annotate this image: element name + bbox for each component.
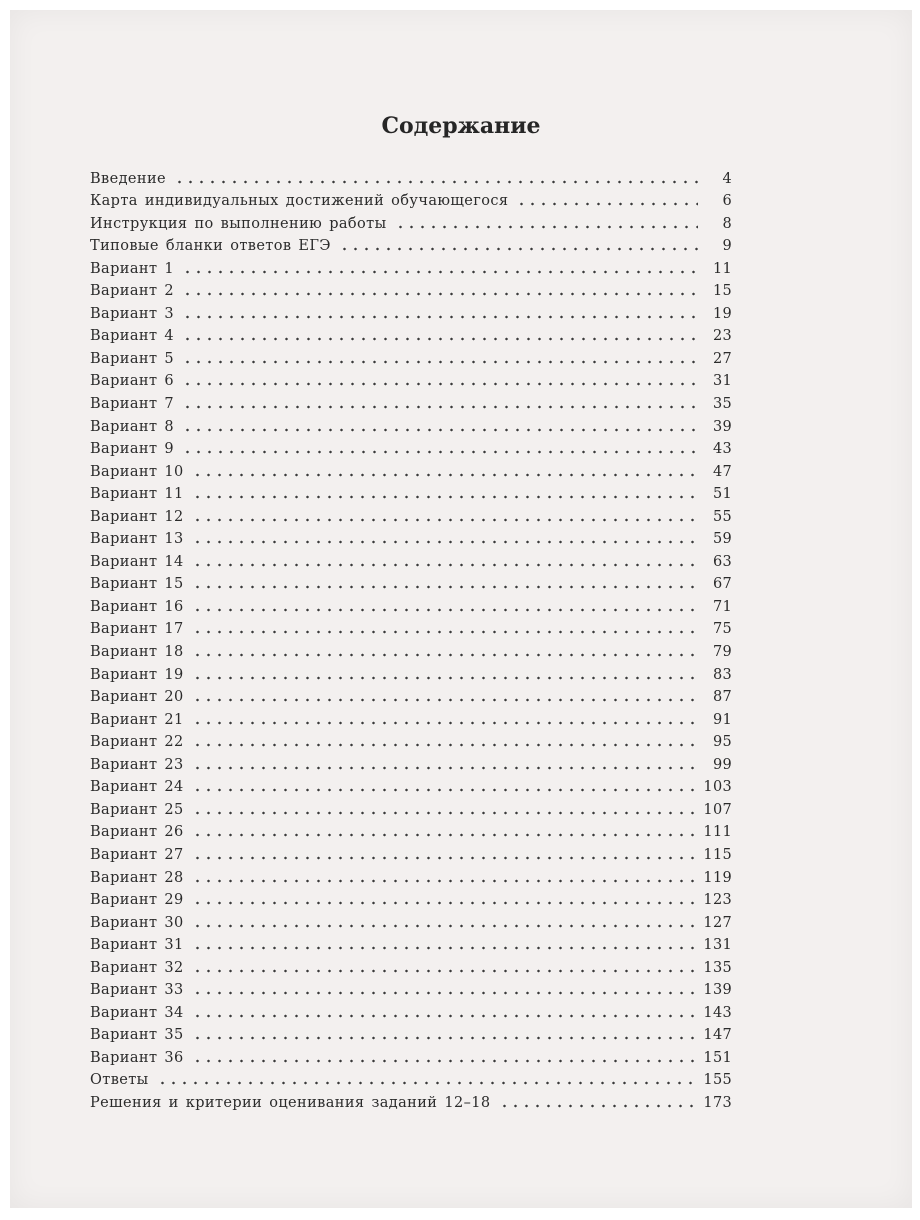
toc-entry <box>90 706 732 729</box>
toc-entry-label: Вариант 35 <box>90 1027 184 1044</box>
toc-entry <box>90 390 732 413</box>
toc-entry-page-number: 95 <box>712 734 732 751</box>
toc-entry <box>90 548 732 571</box>
table-of-contents <box>90 165 732 1112</box>
dot-leader <box>182 315 698 319</box>
dot-leader <box>192 924 698 928</box>
toc-entry-page-number: 9 <box>722 238 732 255</box>
dot-leader <box>192 585 698 589</box>
toc-entry-label: Вариант 27 <box>90 846 184 863</box>
toc-entry <box>90 233 732 256</box>
toc-entry-label: Вариант 30 <box>90 914 184 931</box>
toc-entry-page-number: 19 <box>712 305 732 322</box>
dot-leader <box>192 721 698 725</box>
toc-entry <box>90 1022 732 1045</box>
toc-entry-page-number: 173 <box>703 1094 732 1111</box>
toc-entry-page-number: 11 <box>712 260 732 277</box>
toc-entry-label: Вариант 33 <box>90 982 184 999</box>
dot-leader <box>182 270 698 274</box>
dot-leader <box>192 563 698 567</box>
dot-leader <box>192 608 698 612</box>
toc-entry-page-number: 87 <box>712 689 732 706</box>
toc-entry-page-number: 127 <box>703 914 732 931</box>
toc-entry-label: Решения и критерии оценивания заданий 12–18 <box>90 1094 491 1111</box>
toc-entry <box>90 729 732 752</box>
dot-leader <box>192 991 698 995</box>
toc-entry <box>90 571 732 594</box>
toc-entry-label: Введение <box>90 170 167 187</box>
toc-entry <box>90 1067 732 1090</box>
toc-entry <box>90 999 732 1022</box>
dot-leader <box>192 518 698 522</box>
toc-entry-label: Вариант 17 <box>90 621 184 638</box>
toc-entry-label: Вариант 10 <box>90 463 184 480</box>
toc-entry-label: Вариант 36 <box>90 1049 184 1066</box>
toc-entry-label: Вариант 25 <box>90 801 184 818</box>
toc-entry <box>90 638 732 661</box>
dot-leader <box>192 743 698 747</box>
toc-entry <box>90 255 732 278</box>
dot-leader <box>192 901 698 905</box>
dot-leader <box>192 833 698 837</box>
dot-leader <box>192 698 698 702</box>
toc-entry-label: Вариант 32 <box>90 959 184 976</box>
toc-entry-label: Вариант 34 <box>90 1004 184 1021</box>
dot-leader <box>395 225 698 229</box>
toc-entry-label: Вариант 24 <box>90 779 184 796</box>
toc-entry-label: Вариант 6 <box>90 373 175 390</box>
toc-entry-page-number: 123 <box>703 892 732 909</box>
dot-leader <box>192 969 698 973</box>
toc-entry-page-number: 15 <box>712 283 732 300</box>
toc-entry-label: Вариант 26 <box>90 824 184 841</box>
toc-entry-page-number: 139 <box>703 982 732 999</box>
dot-leader <box>192 540 698 544</box>
toc-entry <box>90 684 732 707</box>
dot-leader <box>192 788 698 792</box>
dot-leader <box>192 1059 698 1063</box>
dot-leader <box>192 766 698 770</box>
toc-entry <box>90 661 732 684</box>
toc-entry-page-number: 135 <box>703 959 732 976</box>
toc-entry-page-number: 23 <box>712 328 732 345</box>
toc-entry-label: Вариант 14 <box>90 553 184 570</box>
toc-entry-label: Вариант 8 <box>90 418 175 435</box>
dot-leader <box>182 405 698 409</box>
toc-entry-page-number: 63 <box>712 553 732 570</box>
dot-leader <box>516 202 698 206</box>
toc-entry-label: Вариант 29 <box>90 892 184 909</box>
toc-entry-page-number: 131 <box>703 937 732 954</box>
toc-entry <box>90 841 732 864</box>
toc-entry <box>90 819 732 842</box>
toc-entry-page-number: 111 <box>703 824 732 841</box>
toc-entry-page-number: 143 <box>703 1004 732 1021</box>
toc-entry-page-number: 59 <box>712 531 732 548</box>
toc-entry-page-number: 155 <box>703 1072 732 1089</box>
dot-leader <box>192 1036 698 1040</box>
toc-entry-label: Вариант 1 <box>90 260 175 277</box>
toc-entry <box>90 368 732 391</box>
toc-entry-page-number: 115 <box>703 846 732 863</box>
toc-entry-label: Вариант 9 <box>90 441 175 458</box>
toc-entry <box>90 751 732 774</box>
toc-entry-label: Вариант 19 <box>90 666 184 683</box>
dot-leader <box>499 1104 698 1108</box>
toc-entry-label: Вариант 23 <box>90 756 184 773</box>
toc-entry <box>90 526 732 549</box>
toc-entry <box>90 977 732 1000</box>
toc-entry <box>90 300 732 323</box>
toc-entry-label: Вариант 12 <box>90 508 184 525</box>
toc-entry-label: Вариант 11 <box>90 486 184 503</box>
toc-entry-page-number: 99 <box>712 756 732 773</box>
toc-entry-page-number: 39 <box>712 418 732 435</box>
dot-leader <box>192 811 698 815</box>
dot-leader <box>192 856 698 860</box>
toc-entry-page-number: 35 <box>712 396 732 413</box>
dot-leader <box>192 630 698 634</box>
toc-entry-page-number: 103 <box>703 779 732 796</box>
dot-leader <box>182 382 698 386</box>
toc-entry <box>90 887 732 910</box>
toc-entry <box>90 932 732 955</box>
toc-entry <box>90 954 732 977</box>
toc-entry-label: Вариант 3 <box>90 305 175 322</box>
toc-entry <box>90 796 732 819</box>
toc-entry-label: Вариант 15 <box>90 576 184 593</box>
toc-entry-label: Вариант 28 <box>90 869 184 886</box>
toc-entry <box>90 864 732 887</box>
page-title: Содержание <box>381 113 541 139</box>
toc-entry <box>90 436 732 459</box>
toc-entry-label: Вариант 5 <box>90 350 175 367</box>
toc-entry-page-number: 47 <box>712 463 732 480</box>
toc-entry-page-number: 4 <box>722 170 732 187</box>
toc-entry <box>90 345 732 368</box>
dot-leader <box>192 946 698 950</box>
toc-entry-label: Вариант 22 <box>90 734 184 751</box>
toc-entry <box>90 774 732 797</box>
toc-entry-page-number: 79 <box>712 644 732 661</box>
toc-entry-page-number: 71 <box>712 598 732 615</box>
toc-entry-label: Вариант 20 <box>90 689 184 706</box>
dot-leader <box>174 180 698 184</box>
toc-entry-page-number: 151 <box>703 1049 732 1066</box>
toc-entry <box>90 503 732 526</box>
toc-entry <box>90 165 732 188</box>
toc-entry <box>90 593 732 616</box>
dot-leader <box>157 1081 698 1085</box>
toc-entry <box>90 1044 732 1067</box>
toc-entry-label: Вариант 13 <box>90 531 184 548</box>
toc-entry-page-number: 43 <box>712 441 732 458</box>
toc-entry-page-number: 6 <box>722 193 732 210</box>
dot-leader <box>182 292 698 296</box>
toc-entry-label: Вариант 18 <box>90 644 184 661</box>
dot-leader <box>192 653 698 657</box>
toc-entry-page-number: 8 <box>722 215 732 232</box>
toc-entry <box>90 481 732 504</box>
toc-entry-label: Вариант 31 <box>90 937 184 954</box>
toc-entry-label: Вариант 7 <box>90 396 175 413</box>
toc-entry-page-number: 83 <box>712 666 732 683</box>
toc-entry <box>90 616 732 639</box>
dot-leader <box>192 1014 698 1018</box>
toc-entry-page-number: 147 <box>703 1027 732 1044</box>
toc-entry-page-number: 31 <box>712 373 732 390</box>
toc-entry-page-number: 55 <box>712 508 732 525</box>
toc-entry-label: Типовые бланки ответов ЕГЭ <box>90 238 331 255</box>
toc-entry-label: Вариант 16 <box>90 598 184 615</box>
toc-entry-label: Карта индивидуальных достижений обучающегося <box>90 193 509 210</box>
toc-entry-page-number: 67 <box>712 576 732 593</box>
dot-leader <box>182 360 698 364</box>
toc-entry-page-number: 91 <box>712 711 732 728</box>
toc-entry <box>90 458 732 481</box>
toc-entry <box>90 323 732 346</box>
toc-entry-page-number: 75 <box>712 621 732 638</box>
toc-entry-page-number: 107 <box>703 801 732 818</box>
toc-entry-label: Вариант 4 <box>90 328 175 345</box>
dot-leader <box>339 247 698 251</box>
toc-entry <box>90 909 732 932</box>
dot-leader <box>182 428 698 432</box>
toc-entry <box>90 413 732 436</box>
toc-entry-page-number: 119 <box>703 869 732 886</box>
toc-entry-label: Ответы <box>90 1072 149 1089</box>
toc-entry-page-number: 27 <box>712 350 732 367</box>
toc-entry-label: Инструкция по выполнению работы <box>90 215 387 232</box>
dot-leader <box>182 337 698 341</box>
toc-entry <box>90 278 732 301</box>
dot-leader <box>192 473 698 477</box>
dot-leader <box>192 879 698 883</box>
dot-leader <box>192 676 698 680</box>
toc-entry-label: Вариант 2 <box>90 283 175 300</box>
dot-leader <box>182 450 698 454</box>
toc-entry <box>90 188 732 211</box>
toc-entry <box>90 210 732 233</box>
toc-entry-label: Вариант 21 <box>90 711 184 728</box>
dot-leader <box>192 495 698 499</box>
book-page <box>10 10 912 1208</box>
toc-entry-page-number: 51 <box>712 486 732 503</box>
toc-entry <box>90 1089 732 1112</box>
